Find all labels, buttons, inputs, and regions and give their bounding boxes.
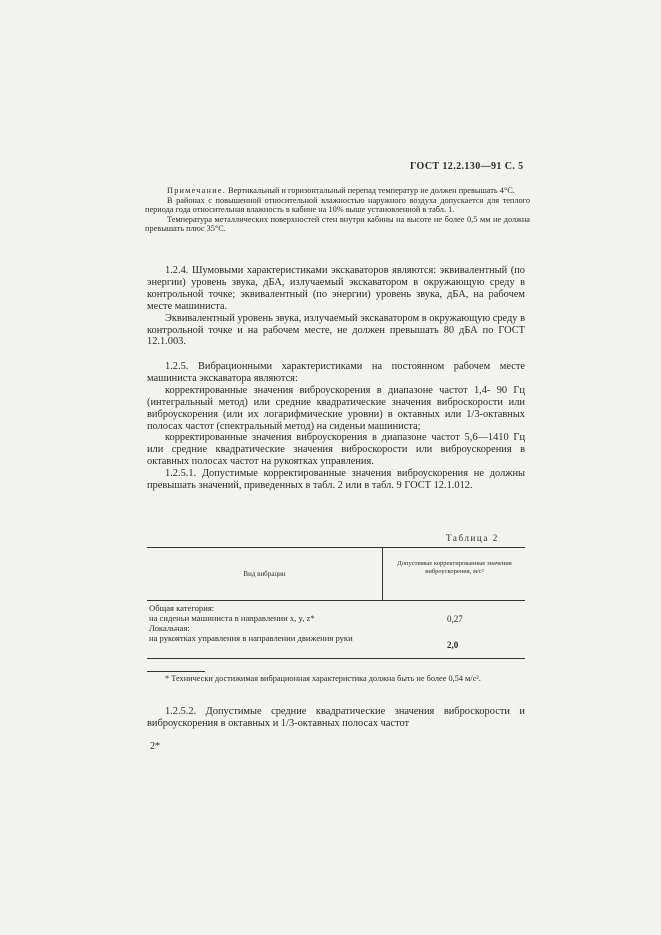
section-1-2-5-1: 1.2.5.1. Допустимые корректированные значения виброускорения не должны превышать значений, приведенных в табл. 2 или в табл. 9 ГОСТ 12.1.012. (147, 468, 525, 492)
table-header-allowed-values: Допустимые корректированные значения виброускорения, м/с² (397, 560, 512, 575)
section-1-2-5-para-1: 1.2.5. Вибрационными характеристиками на постоянном рабочем месте машиниста экскаватора являются: (147, 361, 525, 384)
section-1-2-4-para-2: Эквивалентный уровень звука, излучаемый экскаватором в окружающую среду в контрольной точке и на рабочем месте, не должен превышать 80 дБА по ГОСТ 12.1.003. (147, 312, 525, 348)
note-line-2: В районах с повышенной относительной влажностью наружного воздуха допускается для теплого периода года относительная влажность в кабине на 10% выше установленной в табл. 1. (145, 195, 530, 214)
row-value: 2,0 (447, 640, 459, 650)
section-1-2-5-2-para: 1.2.5.2. Допустимые средние квадратические значения виброскорости и виброускорения в октавных и 1/3-октавных полосах частот (147, 706, 525, 729)
page-signature-mark: 2* (150, 741, 160, 752)
section-1-2-4 (147, 265, 525, 348)
note-block (145, 186, 530, 234)
footnote-text: * Технически достижимая вибрационная характеристика должна быть не более 0,54 м/с². (165, 674, 481, 683)
section-1-2-4-para-1: 1.2.4. Шумовыми характеристиками экскаваторов являются: эквивалентный (по энергии) уровень звука, дБА, излучаемый экскаватором в окружающую среду в контрольной точке; эквивалентный (по энергии) уровень звука, дБА, на рабочем месте машиниста. (147, 265, 525, 312)
page-header: ГОСТ 12.2.130—91 С. 5 (410, 161, 524, 172)
table-header-divider (147, 600, 525, 601)
section-1-2-5-para-2: корректированные значения виброускорения в диапазоне частот 1,4- 90 Гц (интегральный метод) или средние квадратические значения виброскорости или виброускорения (или их логарифмические уровни) в октавных или 1/3-октавных полосах частот (спектральный метод) на сиденьи машиниста; (147, 384, 525, 432)
table-caption: Таблица 2 (446, 533, 499, 543)
row-description: на рукоятках управления в направлении движения руки (149, 632, 353, 643)
row-value: 0,27 (447, 614, 463, 624)
row-description: на сиденьи машиниста в направлении x, y, z* (149, 612, 315, 623)
note-label: Примечание. (167, 186, 226, 195)
table-row (149, 624, 519, 644)
row-category: Локальная: (149, 623, 190, 633)
footnote-separator (147, 671, 205, 672)
section-1-2-5 (147, 361, 525, 492)
section-1-2-5-2 (147, 706, 525, 730)
row-category: Общая категория: (149, 603, 215, 613)
vibration-table (147, 547, 525, 659)
note-line-1: Вертикальный и горизонтальный перепад температур не должен превышать 4°С. (228, 186, 515, 195)
table-column-divider (382, 548, 383, 600)
table-row (149, 604, 519, 624)
section-1-2-5-para-3: корректированные значения виброускорения в диапазоне частот 5,6—1410 Гц или средние квадратические значения виброскорости или виброускорения в октавных полосах частот на рукоятках управления. (147, 432, 525, 468)
footnote (147, 674, 525, 684)
table-header-vibration-type: Вид вибрации (243, 570, 286, 578)
note-line-3: Температура металлических поверхностей стен внутри кабины на высоте не более 0,5 мм не должна превышать плюс 35°С. (145, 214, 530, 233)
